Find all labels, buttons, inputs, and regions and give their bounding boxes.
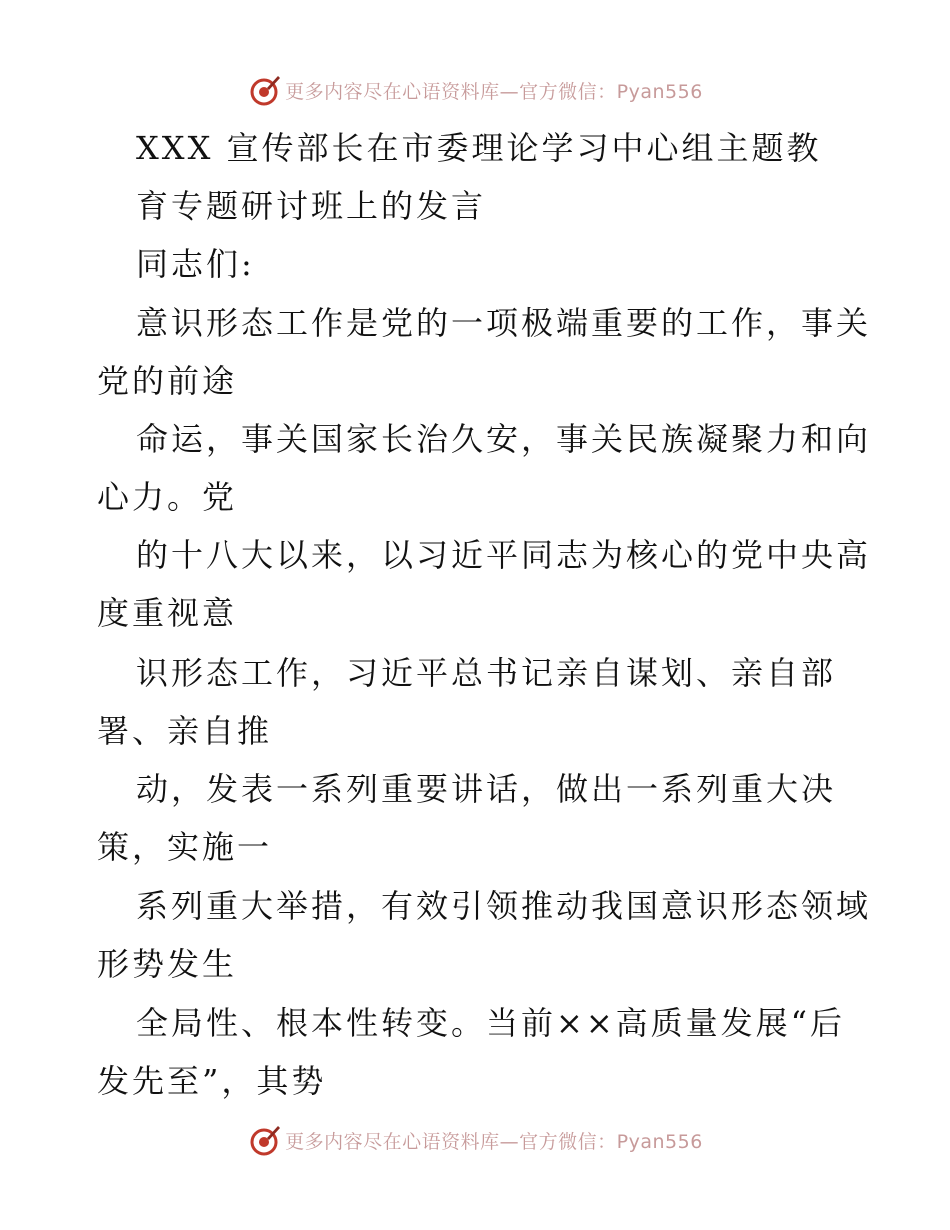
paragraph-line: 的十八大以来，以习近平同志为核心的党中央高 — [136, 536, 872, 574]
paragraph-line: 署、亲自推 — [97, 712, 273, 750]
header-banner — [0, 70, 950, 110]
footer-banner-text: 更多内容尽在心语资料库—官方微信：Pyan556 — [285, 1130, 703, 1153]
title-line-2: 育专题研讨班上的发言 — [136, 187, 487, 225]
paragraph-line: 心力。党 — [97, 478, 238, 516]
header-banner-text: 更多内容尽在心语资料库—官方微信：Pyan556 — [285, 80, 703, 103]
paragraph-line: 意识形态工作是党的一项极端重要的工作，事关 — [136, 304, 872, 342]
paragraph-line: 党的前途 — [97, 362, 238, 400]
title-line-1: XXX 宣传部长在市委理论学习中心组主题教 — [136, 129, 822, 167]
paragraph-line: 动，发表一系列重要讲话，做出一系列重大决 — [136, 770, 837, 808]
brush-logo-icon — [247, 73, 281, 107]
paragraph-line: 度重视意 — [97, 594, 238, 632]
paragraph-line: 形势发生 — [97, 945, 238, 983]
salutation: 同志们: — [136, 245, 255, 283]
footer-banner — [0, 1120, 950, 1160]
paragraph-line: 全局性、根本性转变。当前××高质量发展“后 — [136, 1004, 845, 1042]
paragraph-line: 系列重大举措，有效引领推动我国意识形态领域 — [136, 887, 872, 925]
brush-logo-icon — [247, 1123, 281, 1157]
paragraph-line: 识形态工作，习近平总书记亲自谋划、亲自部 — [136, 654, 837, 692]
paragraph-line: 策，实施一 — [97, 828, 273, 866]
paragraph-line: 发先至”，其势 — [97, 1062, 327, 1100]
paragraph-line: 命运，事关国家长治久安，事关民族凝聚力和向 — [136, 420, 872, 458]
